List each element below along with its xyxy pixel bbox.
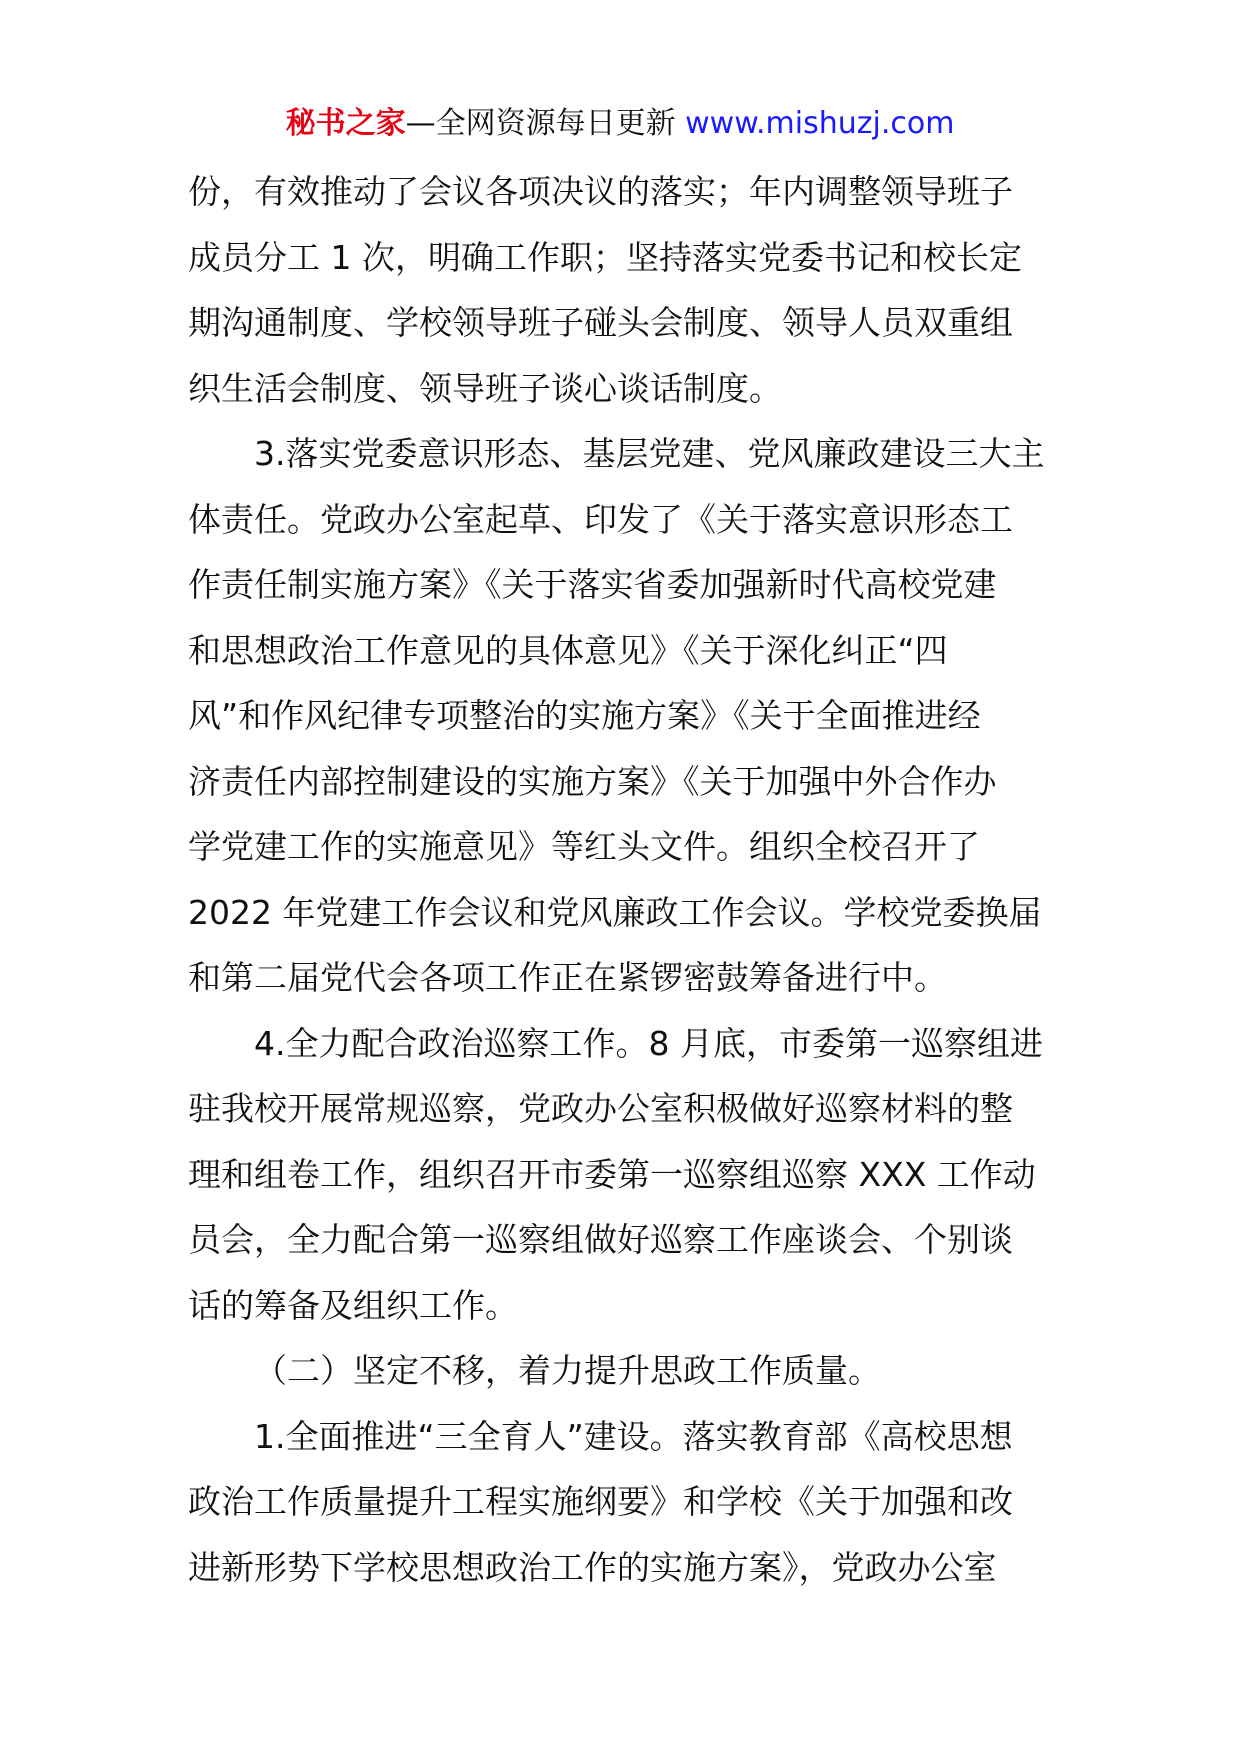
paragraph-2 — [188, 421, 1058, 1011]
text-line: 济责任内部控制建设的实施方案》《关于加强中外合作办 — [188, 761, 997, 801]
document-body — [188, 159, 1058, 1600]
section-heading-text: （二）坚定不移，着力提升思政工作质量。 — [254, 1351, 881, 1390]
text-line: 理和组卷工作，组织召开市委第一巡察组巡察 XXX 工作动 — [188, 1154, 1036, 1194]
text-line: 学党建工作的实施意见》等红头文件。组织全校召开了 — [188, 827, 980, 866]
text-line: 份，有效推动了会议各项决议的落实；年内调整领导班子 — [188, 172, 1013, 211]
text-line: 话的筹备及组织工作。 — [188, 1285, 518, 1325]
header-tagline: —全网资源每日更新 — [405, 106, 676, 141]
section-heading — [188, 1338, 1058, 1404]
text-line: 风”和作风纪律专项整治的实施方案》《关于全面推进经 — [188, 696, 981, 735]
text-line: 2022 年党建工作会议和党风廉政工作会议。学校党委换届 — [188, 892, 1042, 932]
header-url[interactable]: www.mishuzj.com — [685, 106, 955, 141]
text-line: 期沟通制度、学校领导班子碰头会制度、领导人员双重组 — [188, 303, 1013, 342]
text-line: 作责任制实施方案》《关于落实省委加强新时代高校党建 — [188, 565, 997, 604]
text-line: 3.落实党委意识形态、基层党建、党风廉政建设三大主 — [254, 434, 1045, 473]
text-line: 1.全面推进“三全育人”建设。落实教育部《高校思想 — [254, 1416, 1013, 1456]
text-line: 政治工作质量提升工程实施纲要》和学校《关于加强和改 — [188, 1482, 1013, 1521]
text-line: 织生活会制度、领导班子谈心谈话制度。 — [188, 368, 782, 408]
paragraph-5 — [188, 1404, 1058, 1601]
page-header — [0, 104, 1240, 144]
text-line: 体责任。党政办公室起草、印发了《关于落实意识形态工 — [188, 499, 1013, 539]
text-line: 和思想政治工作意见的具体意见》《关于深化纠正“四 — [188, 630, 948, 670]
text-line: 员会，全力配合第一巡察组做好巡察工作座谈会、个别谈 — [188, 1220, 1013, 1259]
text-line: 和第二届党代会各项工作正在紧锣密鼓筹备进行中。 — [188, 958, 947, 997]
header-brand: 秘书之家 — [285, 106, 406, 141]
paragraph-1 — [188, 159, 1058, 421]
text-line: 4.全力配合政治巡察工作。8 月底，市委第一巡察组进 — [254, 1023, 1043, 1063]
text-line: 驻我校开展常规巡察，党政办公室积极做好巡察材料的整 — [188, 1089, 1013, 1128]
text-line: 成员分工 1 次，明确工作职；坚持落实党委书记和校长定 — [188, 237, 1022, 277]
paragraph-3 — [188, 1011, 1058, 1339]
text-line: 进新形势下学校思想政治工作的实施方案》，党政办公室 — [188, 1547, 997, 1587]
